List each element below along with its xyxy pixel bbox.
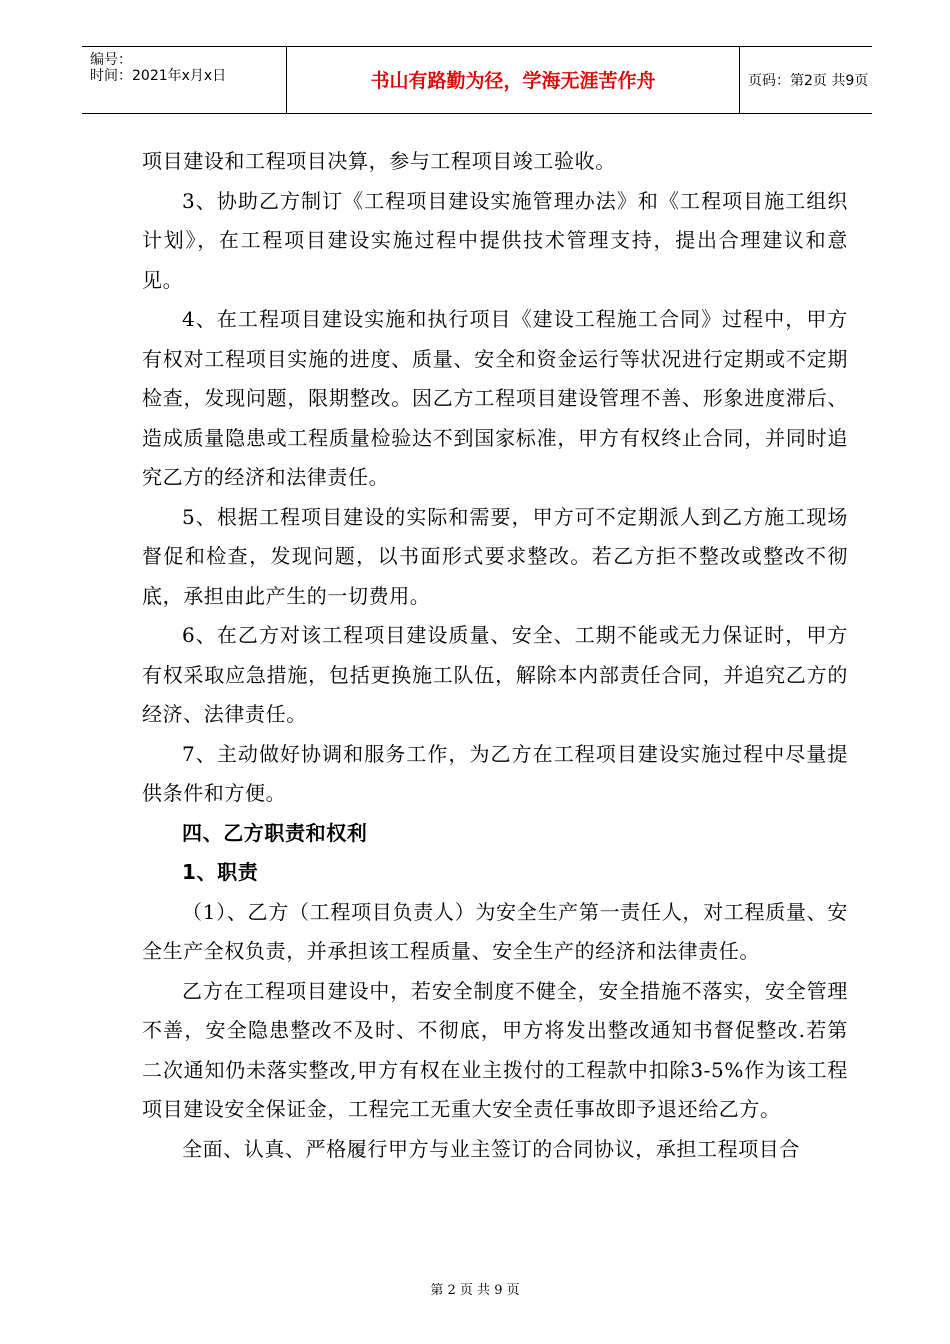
document-header (82, 46, 872, 114)
document-number-label: 编号： (90, 52, 132, 68)
header-page-cell (738, 47, 872, 113)
header-motto-cell (286, 47, 740, 113)
body-paragraph: （1）、乙方（工程项目负责人）为安全生产第一责任人，对工程质量、安全生产全权负责，并承担该工程质量、安全生产的经济和法律责任。 (142, 899, 848, 963)
body-paragraph: 项目建设和工程项目决算，参与工程项目竣工验收。 (142, 149, 616, 173)
body-paragraph: 6、在乙方对该工程项目建设质量、安全、工期不能或无力保证时，甲方有权采取应急措施，包括更换施工队伍，解除本内部责任合同，并追究乙方的经济、法律责任。 (142, 623, 848, 726)
page-footer: 第 2 页 共 9 页 (430, 1283, 520, 1298)
section-heading: 四、乙方职责和权利 (182, 820, 368, 845)
header-page-info: 页码：第2页 共9页 (748, 73, 869, 89)
header-motto: 书山有路勤为径，学海无涯苦作舟 (370, 70, 656, 92)
body-paragraph: 7、主动做好协调和服务工作，为乙方在工程项目建设实施过程中尽量提供条件和方便。 (142, 741, 848, 805)
body-paragraph: 5、根据工程项目建设的实际和需要，甲方可不定期派人到乙方施工现场督促和检查，发现问题，以书面形式要求整改。若乙方拒不整改或整改不彻底，承担由此产生的一切费用。 (142, 504, 848, 608)
document-time-label: 时间：2021年x月x日 (90, 68, 227, 84)
header-info-cell (82, 47, 286, 113)
section-heading: 1、职责 (182, 860, 259, 884)
body-paragraph: 3、协助乙方制订《工程项目建设实施管理办法》和《工程项目施工组织计划》，在工程项目建设实施过程中提供技术管理支持，提出合理建议和意见。 (142, 188, 848, 292)
document-body (142, 142, 848, 1169)
body-paragraph: 全面、认真、严格履行甲方与业主签订的合同协议，承担工程项目合 (182, 1136, 800, 1161)
body-paragraph: 4、在工程项目建设实施和执行项目《建设工程施工合同》过程中，甲方有权对工程项目实施的进度、质量、安全和资金运行等状况进行定期或不定期检查，发现问题，限期整改。因乙方工程项目建设管理不善、形象进度滞后、造成质量隐患或工程质量检验达不到国家标准，甲方有权终止合同，并同时追究乙方的经济和法律责任。 (142, 307, 848, 489)
body-paragraph: 乙方在工程项目建设中，若安全制度不健全，安全措施不落实，安全管理不善，安全隐患整改不及时、不彻底，甲方将发出整改通知书督促整改.若第二次通知仍未落实整改,甲方有权在业主拨付的工程款中扣除3-5%作为该工程项目建设安全保证金，工程完工无重大安全责任事故即予退还给乙方。 (142, 978, 848, 1121)
